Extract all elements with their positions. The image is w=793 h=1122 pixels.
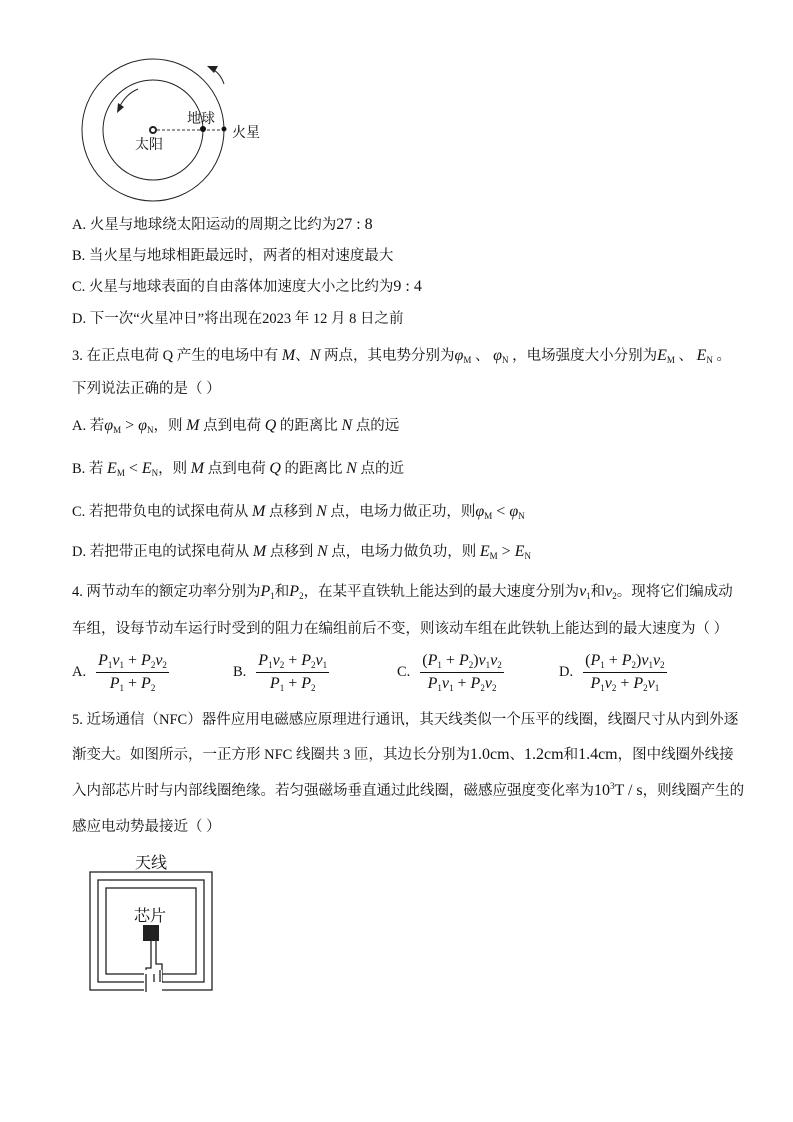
superscript: 3 [610,781,615,791]
fraction [583,652,666,693]
symbol: N [316,543,328,560]
subscript: 1 [485,660,491,670]
denominator [270,673,316,693]
subscript: N [151,468,159,478]
symbol: φ [509,503,519,520]
math-symbol [141,675,155,692]
math-text: < [492,503,510,520]
symbol: M [281,347,296,364]
math-symbol [493,347,508,364]
symbol: φ [493,347,502,364]
q4-option [72,652,169,693]
math-symbol [454,347,471,364]
text: 、 [674,348,697,364]
math-text: + [284,652,302,669]
symbol: φ [475,503,485,520]
math-symbol [107,460,125,477]
subscript: M [666,355,675,365]
math-text: 1.0cm [469,746,510,763]
math-symbol [270,675,284,692]
subscript: 1 [119,660,124,670]
symbol: v [604,675,612,692]
q4-option [559,652,667,693]
chip-label: 芯片 [134,906,167,925]
subscript: 2 [311,660,316,670]
math-symbol [605,675,617,692]
q2-option [72,244,393,265]
math-text: > [121,417,139,434]
subscript: 1 [600,683,605,693]
math-symbol [490,652,502,669]
math-text: 9 : 4 [393,278,422,295]
math-text: < [124,460,142,477]
symbol: v [478,652,486,669]
math-symbol [141,652,155,669]
text: 5. 近场通信（NFC）器件应用电磁感应原理进行通讯，其天线类似一个压平的线圈，线圈尺寸从内到外逐 [72,712,739,728]
math-symbol [342,417,353,434]
math-symbol [104,417,121,434]
math-symbol [110,675,124,692]
text: 入内部芯片时与内部线圈绝缘。若匀强磁场垂直通过此线圈，磁感应强度变化率为 [72,783,594,799]
math-symbol [428,675,442,692]
math-symbol [515,543,531,560]
math-text: + [284,675,302,692]
math-symbol [155,652,167,669]
math-text: 1.2cm [524,746,564,763]
q5-stem-line [72,815,221,836]
symbol: v [155,652,163,669]
q5-stem-line [72,779,744,800]
text: 点移到 [265,504,317,520]
subscript: 1 [648,660,653,670]
symbol: E [657,347,667,364]
math-text: 1.4cm [578,746,618,763]
q3-option [72,500,525,521]
q5-stem-line [72,743,734,764]
math-symbol [261,583,275,600]
denominator [110,673,156,693]
math-symbol [471,675,485,692]
math-symbol [648,675,660,692]
text: C. 火星与地球表面的自由落体加速度大小之比约为 [72,279,394,295]
q3-option [72,414,399,435]
math-text: ) [636,652,642,669]
subscript: 1 [119,683,124,693]
math-symbol [269,460,281,477]
denominator [428,673,497,693]
text: 。现将它们编成动 [616,584,733,600]
q3-option [72,540,531,561]
symbol: N [316,503,327,520]
math-symbol [317,543,328,560]
symbol: Q [264,417,277,434]
symbol: E [514,543,525,560]
math-text: + [604,652,622,669]
q4-option [233,652,329,693]
symbol: φ [454,347,464,364]
math-symbol [316,503,327,520]
symbol: v [652,652,661,669]
antenna-label: 天线 [135,853,168,872]
math-symbol [301,675,315,692]
text: 、 [295,348,310,364]
text: 、 [471,348,494,364]
math-symbol [579,583,591,600]
subscript: 2 [279,660,285,670]
math-symbol [622,652,636,669]
subscript: 2 [162,660,167,670]
subscript: 2 [491,683,497,693]
symbol: E [141,460,152,477]
text: 、 [509,747,525,763]
subscript: 2 [497,660,502,670]
text: 点的近 [356,461,404,477]
subscript: 2 [611,683,617,693]
math-symbol [191,460,204,477]
math-symbol [479,652,491,669]
q2-option [72,307,403,328]
symbol: P [260,583,271,600]
subscript: 2 [150,683,156,693]
math-text: > [497,543,515,560]
text: 的距离比 [276,418,342,434]
text: C. 若把带负电的试探电荷从 [72,504,253,520]
math-symbol [590,652,604,669]
subscript: 2 [150,660,156,670]
text: ，在某平直铁轨上能达到的最大速度分别为 [303,584,580,600]
math-symbol [485,675,497,692]
subscript: 2 [612,591,617,601]
subscript: M [116,468,125,478]
math-text: ( [422,652,428,669]
symbol: P [141,652,151,669]
text: 点，电场力做正功，则 [326,504,476,520]
fraction [96,652,169,693]
fraction [256,652,329,693]
q4-option [397,652,504,693]
numerator [420,652,503,673]
math-text: + [124,675,142,692]
subscript: 2 [480,683,485,693]
math-symbol [98,652,112,669]
math-symbol [653,652,665,669]
subscript: 1 [279,683,285,693]
symbol: v [484,675,492,692]
symbol: P [621,652,632,669]
text: 点的远 [352,418,400,434]
text: 渐变大。如图所示，一正方形 NFC 线圈共 3 匝，其边长分别为 [72,747,470,763]
math-symbol [641,652,653,669]
symbol: N [341,417,353,434]
subscript: 1 [600,660,605,670]
option-label: C. [397,664,411,680]
text: A. 若 [72,418,105,434]
sun-label: 太阳 [135,137,163,153]
symbol: P [289,583,300,600]
math-symbol [480,543,498,560]
subscript: 1 [322,660,328,670]
text: ，图中线圈外线接 [617,747,734,763]
text: 和 [274,584,290,600]
q2-option [72,275,422,296]
math-symbol [289,583,303,600]
subscript: 2 [468,660,474,670]
subscript: 2 [643,683,648,693]
subscript: M [489,551,498,561]
math-symbol [142,460,158,477]
subscript: N [147,425,154,435]
math-symbol [605,583,617,600]
symbol: φ [104,417,114,434]
math-symbol [633,675,647,692]
symbol: v [605,583,613,600]
subscript: 1 [107,660,113,670]
symbol: P [590,652,601,669]
subscript: 2 [299,591,304,601]
text: 点到电荷 [204,461,270,477]
math-text: + [616,675,634,692]
symbol: P [458,652,469,669]
subscript: N [706,355,713,365]
subscript: N [518,511,525,521]
text: ，则线圈产生的 [642,783,745,799]
numerator [256,652,329,673]
subscript: 1 [449,683,454,693]
numerator [583,652,666,673]
symbol: v [490,652,498,669]
subscript: 1 [268,660,273,670]
math-symbol [657,347,675,364]
numerator [96,652,169,673]
symbol: M [190,460,205,477]
text: 的距离比 [280,461,347,477]
symbol: v [647,675,655,692]
text: 。 [712,348,732,364]
symbol: P [258,652,269,669]
text: 感应电动势最接近（ ） [72,819,221,835]
symbol: P [301,675,311,692]
text: A. 火星与地球绕太阳运动的周期之比约为 [72,217,337,233]
text: ，则 [153,418,187,434]
symbol: P [269,675,280,692]
subscript: 1 [586,591,591,601]
math-text: + [124,652,142,669]
math-text: + [453,675,471,692]
math-symbol [265,417,277,434]
q4-stem-line [72,617,728,638]
earth-label: 地球 [187,111,215,127]
symbol: φ [138,417,147,434]
math-symbol [459,652,473,669]
subscript: 2 [660,660,665,670]
text: B. 当火星与地球相距最远时，两者的相对速度最大 [72,248,394,264]
math-symbol [273,652,285,669]
subscript: 2 [311,683,316,693]
subscript: M [484,511,493,521]
q3-option [72,457,404,478]
text: ，则 [158,461,191,477]
symbol: M [252,503,266,520]
symbol: P [590,675,601,692]
math-symbol [316,652,328,669]
subscript: 1 [437,660,442,670]
subscript: 1 [270,591,275,601]
option-label: D. [559,664,574,680]
subscript: M [113,425,122,435]
symbol: v [441,675,450,692]
math-symbol [509,503,524,520]
symbol: v [579,583,587,600]
symbol: P [633,675,644,692]
math-symbol [282,347,295,364]
text: ，电场强度大小分别为 [508,348,658,364]
math-symbol [475,503,492,520]
math-symbol [138,417,153,434]
symbol: E [696,347,707,364]
text: 点，电场力做负功，则 [327,544,480,560]
text: 和 [563,747,579,763]
symbol: E [107,460,117,477]
symbol: M [252,543,267,560]
text: D. 下一次“火星冲日”将出现在2023 年 12 月 8 日之前 [72,311,404,327]
text: 车组，设每节动车运行时受到的阻力在编组前后不变，则该动车组在此铁轨上能达到的最大速度为（ ） [72,621,729,637]
symbol: N [346,460,357,477]
symbol: P [98,652,108,669]
mars-label: 火星 [232,125,260,141]
math-text: 27 : 8 [336,216,373,233]
symbol: E [479,543,490,560]
symbol: Q [269,460,281,477]
text: B. 若 [72,461,108,477]
symbol: P [427,652,438,669]
subscript: 1 [437,683,442,693]
nfc-coil-diagram [88,870,218,995]
symbol: P [427,675,438,692]
fraction [420,652,503,693]
symbol: v [315,652,323,669]
denominator [590,673,659,693]
text: 4. 两节动车的额定功率分别为 [72,584,261,600]
q3-stem-line [72,377,221,398]
q3-stem-line [72,344,731,365]
math-symbol [112,652,124,669]
math-symbol [346,460,357,477]
symbol: P [470,675,481,692]
q5-stem-line [72,708,738,729]
math-text: T / s [614,782,643,799]
symbol: N [309,347,321,364]
math-symbol [253,543,266,560]
option-label: A. [72,664,87,680]
subscript: 1 [654,683,660,693]
symbol: v [641,652,649,669]
symbol: M [186,417,200,434]
math-symbol [186,417,199,434]
math-symbol [442,675,454,692]
math-text: ( [585,652,591,669]
q4-stem-line [72,580,733,601]
text: 点移到 [266,544,317,560]
math-symbol [697,347,713,364]
math-symbol [301,652,315,669]
text: 和 [590,584,606,600]
text: 两点，其电势分别为 [320,348,455,364]
subscript: 2 [631,660,637,670]
math-symbol [310,347,321,364]
subscript: N [524,551,531,561]
text: 3. 在正点电荷 Q 产生的电场中有 [72,348,282,364]
math-symbol [590,675,604,692]
subscript: M [463,355,472,365]
text: D. 若把带正电的试探电荷从 [72,544,253,560]
symbol: v [272,652,280,669]
math-text: ) [473,652,479,669]
math-symbol [428,652,442,669]
symbol: P [141,675,151,692]
math-text: 10 [594,782,610,799]
symbol: P [109,675,120,692]
text: 点到电荷 [199,418,265,434]
symbol: v [112,652,120,669]
symbol: P [301,652,311,669]
option-label: B. [233,664,247,680]
text: 下列说法正确的是（ ） [72,381,221,397]
math-symbol [258,652,272,669]
math-symbol [252,503,265,520]
math-text: + [441,652,459,669]
subscript: N [501,355,509,365]
q2-option [72,213,373,234]
